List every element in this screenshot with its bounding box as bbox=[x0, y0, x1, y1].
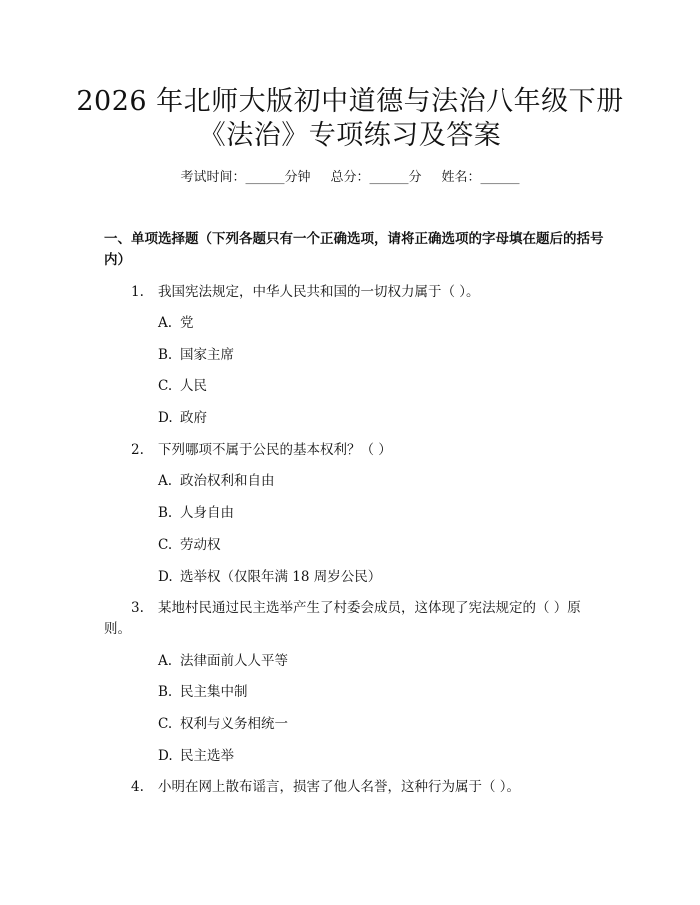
option-3d bbox=[158, 746, 234, 766]
section-heading: 一、单项选择题（下列各题只有一个正确选项，请将正确选项的字母填在题后的括号内） bbox=[104, 231, 604, 268]
question-3 bbox=[104, 598, 604, 640]
option-letter: C. bbox=[158, 537, 173, 553]
question-text: 我国宪法规定，中华人民共和国的一切权力属于（ ）。 bbox=[158, 284, 480, 300]
question-2 bbox=[104, 440, 604, 461]
option-text: 人身自由 bbox=[180, 505, 234, 521]
option-3c bbox=[158, 714, 288, 734]
option-letter: A. bbox=[158, 473, 173, 489]
question-4 bbox=[104, 777, 604, 798]
option-1c bbox=[158, 376, 207, 396]
exam-info-line bbox=[0, 168, 700, 188]
student-name-field: 姓名：______ bbox=[441, 170, 520, 185]
option-text: 民主集中制 bbox=[180, 684, 248, 700]
question-text: 下列哪项不属于公民的基本权利？（ ） bbox=[158, 442, 392, 458]
question-number: 1. bbox=[131, 284, 144, 300]
option-letter: C. bbox=[158, 378, 173, 394]
option-2c bbox=[158, 535, 221, 555]
question-text: 某地村民通过民主选举产生了村委会成员，这体现了宪法规定的（ ）原则。 bbox=[104, 600, 581, 637]
option-1d bbox=[158, 408, 207, 428]
option-2b bbox=[158, 503, 234, 523]
exam-time-field: 考试时间：______分钟 bbox=[180, 170, 311, 185]
option-text: 政治权利和自由 bbox=[180, 473, 275, 489]
option-3b bbox=[158, 682, 248, 702]
option-text: 权利与义务相统一 bbox=[180, 716, 288, 732]
option-text: 劳动权 bbox=[180, 537, 221, 553]
total-score-field: 总分：______分 bbox=[330, 170, 422, 185]
option-letter: D. bbox=[158, 748, 173, 764]
question-number: 2. bbox=[131, 442, 144, 458]
option-letter: B. bbox=[158, 505, 173, 521]
question-1 bbox=[104, 282, 604, 303]
option-letter: B. bbox=[158, 684, 173, 700]
option-text: 民主选举 bbox=[180, 748, 234, 764]
option-letter: D. bbox=[158, 410, 173, 426]
option-text: 党 bbox=[180, 315, 194, 331]
document-title-line-2: 《法治》专项练习及答案 bbox=[198, 120, 502, 151]
document-title-line-1: 2026 年北师大版初中道德与法治八年级下册 bbox=[76, 86, 624, 117]
option-1b bbox=[158, 345, 234, 365]
option-1a bbox=[158, 313, 194, 333]
option-letter: A. bbox=[158, 653, 173, 669]
option-letter: A. bbox=[158, 315, 173, 331]
option-text: 人民 bbox=[180, 378, 207, 394]
option-2a bbox=[158, 471, 275, 491]
option-letter: B. bbox=[158, 347, 173, 363]
question-number: 4. bbox=[131, 779, 144, 795]
option-text: 国家主席 bbox=[180, 347, 234, 363]
question-text: 小明在网上散布谣言，损害了他人名誉，这种行为属于（ ）。 bbox=[158, 779, 521, 795]
option-text: 选举权（仅限年满 18 周岁公民） bbox=[180, 569, 382, 585]
option-text: 政府 bbox=[180, 410, 207, 426]
option-text: 法律面前人人平等 bbox=[180, 653, 288, 669]
option-2d bbox=[158, 567, 381, 587]
question-number: 3. bbox=[131, 600, 144, 616]
option-3a bbox=[158, 651, 288, 671]
option-letter: D. bbox=[158, 569, 173, 585]
option-letter: C. bbox=[158, 716, 173, 732]
